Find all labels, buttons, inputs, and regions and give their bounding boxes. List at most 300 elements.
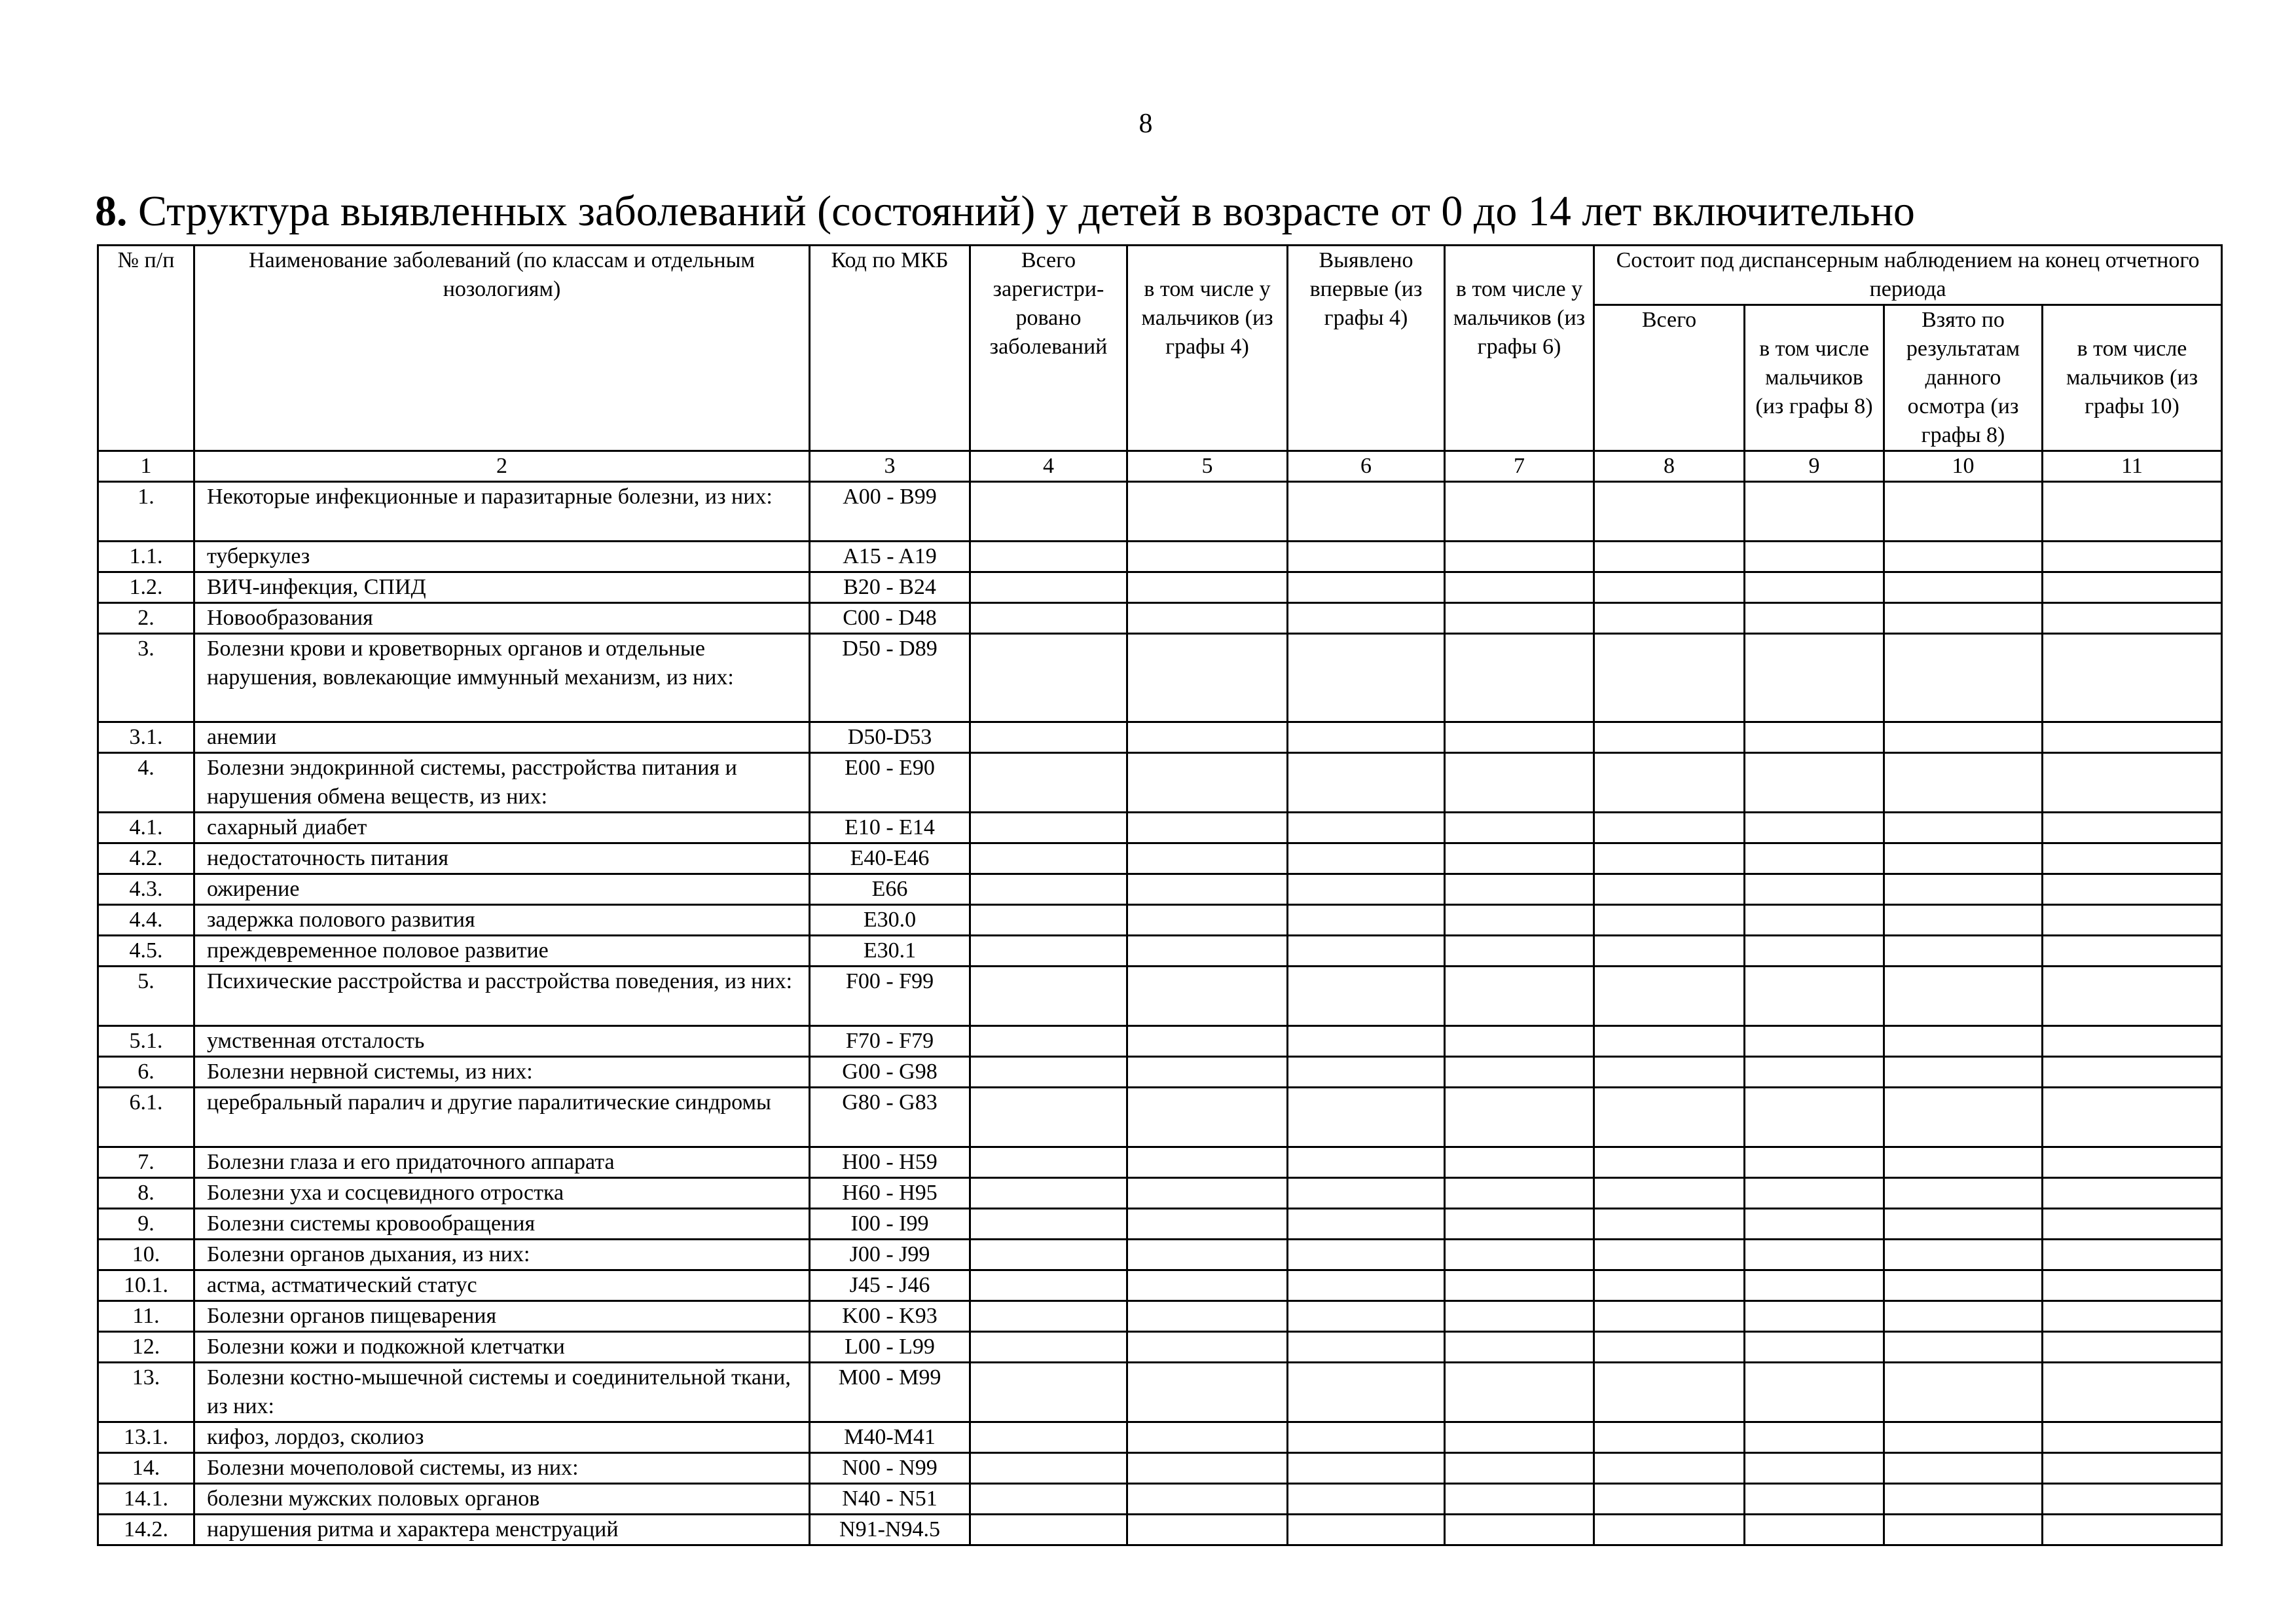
value-cell-col10[interactable] (1884, 634, 2043, 722)
row-number: 4.4. (98, 905, 194, 936)
value-cell-col7[interactable] (1445, 634, 1594, 722)
value-cell-col4[interactable] (970, 1422, 1127, 1453)
value-cell-col10[interactable] (1884, 542, 2043, 572)
value-cell-col11[interactable] (2043, 874, 2222, 905)
value-cell-col4[interactable] (970, 1057, 1127, 1088)
value-cell-col8[interactable] (1594, 753, 1745, 813)
column-number-row (98, 451, 2222, 482)
value-cell-col10[interactable] (1884, 1422, 2043, 1453)
value-cell-col5[interactable] (1127, 1026, 1288, 1057)
value-cell-col10[interactable] (1884, 1209, 2043, 1240)
value-cell-col4[interactable] (970, 1270, 1127, 1301)
table-row (98, 1270, 2222, 1301)
value-cell-col5[interactable] (1127, 1484, 1288, 1515)
value-cell-col8[interactable] (1594, 542, 1745, 572)
value-cell-col9[interactable] (1745, 1178, 1884, 1209)
value-cell-col5[interactable] (1127, 1147, 1288, 1178)
value-cell-col11[interactable] (2043, 967, 2222, 1026)
row-number: 6.1. (98, 1088, 194, 1147)
value-cell-col7[interactable] (1445, 482, 1594, 542)
disease-name: Болезни системы кровообращения (194, 1209, 810, 1240)
icd-code: J45 - J46 (810, 1270, 970, 1301)
value-cell-col8[interactable] (1594, 1301, 1745, 1332)
value-cell-col11[interactable] (2043, 813, 2222, 843)
value-cell-col8[interactable] (1594, 813, 1745, 843)
disease-name: Психические расстройства и расстройства поведения, из них: (194, 967, 810, 1026)
value-cell-col6[interactable] (1288, 1422, 1445, 1453)
table-row (98, 1147, 2222, 1178)
value-cell-col4[interactable] (970, 936, 1127, 967)
disease-name: ВИЧ-инфекция, СПИД (194, 572, 810, 603)
value-cell-col8[interactable] (1594, 634, 1745, 722)
value-cell-col8[interactable] (1594, 722, 1745, 753)
value-cell-col7[interactable] (1445, 874, 1594, 905)
value-cell-col6[interactable] (1288, 572, 1445, 603)
value-cell-col10[interactable] (1884, 1178, 2043, 1209)
title-text: Структура выявленных заболеваний (состояний) у детей в возрасте от 0 до 14 лет включительно (127, 187, 1915, 235)
value-cell-col10[interactable] (1884, 1240, 2043, 1270)
value-cell-col8[interactable] (1594, 1026, 1745, 1057)
value-cell-col11[interactable] (2043, 482, 2222, 542)
value-cell-col8[interactable] (1594, 1515, 1745, 1545)
value-cell-col4[interactable] (970, 572, 1127, 603)
disease-name: астма, астматический статус (194, 1270, 810, 1301)
value-cell-col7[interactable] (1445, 936, 1594, 967)
value-cell-col6[interactable] (1288, 1178, 1445, 1209)
value-cell-col7[interactable] (1445, 1484, 1594, 1515)
value-cell-col9[interactable] (1745, 1301, 1884, 1332)
value-cell-col5[interactable] (1127, 1209, 1288, 1240)
value-cell-col8[interactable] (1594, 1209, 1745, 1240)
value-cell-col8[interactable] (1594, 1453, 1745, 1484)
value-cell-col11[interactable] (2043, 905, 2222, 936)
table-row (98, 1240, 2222, 1270)
value-cell-col7[interactable] (1445, 1363, 1594, 1422)
table-row (98, 936, 2222, 967)
value-cell-col4[interactable] (970, 1515, 1127, 1545)
value-cell-col8[interactable] (1594, 874, 1745, 905)
value-cell-col9[interactable] (1745, 603, 1884, 634)
icd-code: N00 - N99 (810, 1453, 970, 1484)
value-cell-col6[interactable] (1288, 1147, 1445, 1178)
icd-code: H60 - H95 (810, 1178, 970, 1209)
value-cell-col4[interactable] (970, 843, 1127, 874)
row-number: 1.2. (98, 572, 194, 603)
value-cell-col4[interactable] (970, 603, 1127, 634)
value-cell-col7[interactable] (1445, 1332, 1594, 1363)
row-number: 3.1. (98, 722, 194, 753)
disease-name: Новообразования (194, 603, 810, 634)
value-cell-col8[interactable] (1594, 1240, 1745, 1270)
value-cell-col4[interactable] (970, 1147, 1127, 1178)
icd-code: B20 - B24 (810, 572, 970, 603)
value-cell-col6[interactable] (1288, 967, 1445, 1026)
value-cell-col7[interactable] (1445, 1147, 1594, 1178)
icd-code: N40 - N51 (810, 1484, 970, 1515)
value-cell-col9[interactable] (1745, 1147, 1884, 1178)
value-cell-col8[interactable] (1594, 1270, 1745, 1301)
icd-code: J00 - J99 (810, 1240, 970, 1270)
value-cell-col7[interactable] (1445, 1088, 1594, 1147)
value-cell-col6[interactable] (1288, 1453, 1445, 1484)
column-number: 6 (1288, 451, 1445, 482)
value-cell-col5[interactable] (1127, 843, 1288, 874)
disease-name: Болезни костно-мышечной системы и соединительной ткани, из них: (194, 1363, 810, 1422)
icd-code: A15 - A19 (810, 542, 970, 572)
value-cell-col11[interactable] (2043, 1301, 2222, 1332)
value-cell-col6[interactable] (1288, 1363, 1445, 1422)
value-cell-col4[interactable] (970, 874, 1127, 905)
value-cell-col10[interactable] (1884, 1453, 2043, 1484)
value-cell-col7[interactable] (1445, 813, 1594, 843)
table-row (98, 813, 2222, 843)
value-cell-col6[interactable] (1288, 1209, 1445, 1240)
value-cell-col7[interactable] (1445, 1301, 1594, 1332)
value-cell-col5[interactable] (1127, 1240, 1288, 1270)
value-cell-col6[interactable] (1288, 753, 1445, 813)
icd-code: M40-M41 (810, 1422, 970, 1453)
icd-code: I00 - I99 (810, 1209, 970, 1240)
table-row (98, 1422, 2222, 1453)
value-cell-col6[interactable] (1288, 936, 1445, 967)
value-cell-col11[interactable] (2043, 1515, 2222, 1545)
value-cell-col9[interactable] (1745, 967, 1884, 1026)
value-cell-col8[interactable] (1594, 603, 1745, 634)
value-cell-col11[interactable] (2043, 1484, 2222, 1515)
value-cell-col4[interactable] (970, 1363, 1127, 1422)
value-cell-col9[interactable] (1745, 1515, 1884, 1545)
value-cell-col10[interactable] (1884, 603, 2043, 634)
table-row (98, 1332, 2222, 1363)
value-cell-col4[interactable] (970, 813, 1127, 843)
column-number: 1 (98, 451, 194, 482)
row-number: 3. (98, 634, 194, 722)
value-cell-col11[interactable] (2043, 753, 2222, 813)
value-cell-col9[interactable] (1745, 1484, 1884, 1515)
value-cell-col9[interactable] (1745, 1363, 1884, 1422)
table-row (98, 1057, 2222, 1088)
value-cell-col9[interactable] (1745, 813, 1884, 843)
value-cell-col8[interactable] (1594, 1147, 1745, 1178)
value-cell-col9[interactable] (1745, 1422, 1884, 1453)
value-cell-col8[interactable] (1594, 572, 1745, 603)
value-cell-col4[interactable] (970, 1178, 1127, 1209)
value-cell-col11[interactable] (2043, 1147, 2222, 1178)
value-cell-col9[interactable] (1745, 1209, 1884, 1240)
value-cell-col4[interactable] (970, 1209, 1127, 1240)
value-cell-col9[interactable] (1745, 1026, 1884, 1057)
value-cell-col8[interactable] (1594, 967, 1745, 1026)
value-cell-col9[interactable] (1745, 936, 1884, 967)
value-cell-col4[interactable] (970, 905, 1127, 936)
value-cell-col4[interactable] (970, 1301, 1127, 1332)
value-cell-col11[interactable] (2043, 1332, 2222, 1363)
icd-code: A00 - B99 (810, 482, 970, 542)
value-cell-col6[interactable] (1288, 603, 1445, 634)
value-cell-col5[interactable] (1127, 722, 1288, 753)
value-cell-col6[interactable] (1288, 1484, 1445, 1515)
icd-code: G80 - G83 (810, 1088, 970, 1147)
value-cell-col7[interactable] (1445, 1026, 1594, 1057)
row-number: 8. (98, 1178, 194, 1209)
value-cell-col6[interactable] (1288, 1515, 1445, 1545)
value-cell-col8[interactable] (1594, 936, 1745, 967)
row-number: 9. (98, 1209, 194, 1240)
value-cell-col4[interactable] (970, 1026, 1127, 1057)
value-cell-col6[interactable] (1288, 1240, 1445, 1270)
row-number: 13. (98, 1363, 194, 1422)
value-cell-col4[interactable] (970, 1484, 1127, 1515)
value-cell-col10[interactable] (1884, 1301, 2043, 1332)
value-cell-col10[interactable] (1884, 722, 2043, 753)
row-number: 2. (98, 603, 194, 634)
disease-structure-table (97, 244, 2223, 1546)
value-cell-col10[interactable] (1884, 753, 2043, 813)
value-cell-col4[interactable] (970, 722, 1127, 753)
header-col1: № п/п (98, 246, 194, 451)
value-cell-col8[interactable] (1594, 1178, 1745, 1209)
value-cell-col8[interactable] (1594, 1332, 1745, 1363)
row-number: 1. (98, 482, 194, 542)
header-group-dispensary: Состоит под диспансерным наблюдением на конец отчетного периода (1594, 246, 2222, 305)
value-cell-col11[interactable] (2043, 1270, 2222, 1301)
value-cell-col9[interactable] (1745, 542, 1884, 572)
value-cell-col5[interactable] (1127, 905, 1288, 936)
table-row (98, 603, 2222, 634)
icd-code: E40-E46 (810, 843, 970, 874)
value-cell-col6[interactable] (1288, 1301, 1445, 1332)
row-number: 4.5. (98, 936, 194, 967)
value-cell-col6[interactable] (1288, 874, 1445, 905)
value-cell-col6[interactable] (1288, 722, 1445, 753)
value-cell-col5[interactable] (1127, 572, 1288, 603)
value-cell-col4[interactable] (970, 1453, 1127, 1484)
value-cell-col4[interactable] (970, 542, 1127, 572)
value-cell-col8[interactable] (1594, 1484, 1745, 1515)
value-cell-col8[interactable] (1594, 482, 1745, 542)
table-row (98, 1453, 2222, 1484)
value-cell-col9[interactable] (1745, 722, 1884, 753)
disease-name: Болезни органов пищеварения (194, 1301, 810, 1332)
value-cell-col5[interactable] (1127, 936, 1288, 967)
value-cell-col5[interactable] (1127, 603, 1288, 634)
value-cell-col6[interactable] (1288, 1332, 1445, 1363)
value-cell-col11[interactable] (2043, 1209, 2222, 1240)
value-cell-col9[interactable] (1745, 1332, 1884, 1363)
value-cell-col5[interactable] (1127, 634, 1288, 722)
value-cell-col7[interactable] (1445, 1270, 1594, 1301)
value-cell-col5[interactable] (1127, 753, 1288, 813)
value-cell-col9[interactable] (1745, 753, 1884, 813)
disease-name: Болезни кожи и подкожной клетчатки (194, 1332, 810, 1363)
value-cell-col7[interactable] (1445, 1057, 1594, 1088)
disease-name: Некоторые инфекционные и паразитарные болезни, из них: (194, 482, 810, 542)
value-cell-col5[interactable] (1127, 1178, 1288, 1209)
value-cell-col6[interactable] (1288, 1088, 1445, 1147)
value-cell-col11[interactable] (2043, 1453, 2222, 1484)
value-cell-col5[interactable] (1127, 874, 1288, 905)
value-cell-col5[interactable] (1127, 1332, 1288, 1363)
value-cell-col6[interactable] (1288, 1270, 1445, 1301)
value-cell-col8[interactable] (1594, 1422, 1745, 1453)
value-cell-col6[interactable] (1288, 634, 1445, 722)
value-cell-col10[interactable] (1884, 1026, 2043, 1057)
value-cell-col7[interactable] (1445, 722, 1594, 753)
value-cell-col6[interactable] (1288, 1026, 1445, 1057)
value-cell-col5[interactable] (1127, 1270, 1288, 1301)
value-cell-col5[interactable] (1127, 1363, 1288, 1422)
value-cell-col7[interactable] (1445, 572, 1594, 603)
value-cell-col8[interactable] (1594, 843, 1745, 874)
table-row (98, 1363, 2222, 1422)
row-number: 10. (98, 1240, 194, 1270)
value-cell-col10[interactable] (1884, 936, 2043, 967)
icd-code: D50 - D89 (810, 634, 970, 722)
disease-name: анемии (194, 722, 810, 753)
value-cell-col10[interactable] (1884, 1088, 2043, 1147)
value-cell-col8[interactable] (1594, 1088, 1745, 1147)
value-cell-col5[interactable] (1127, 482, 1288, 542)
row-number: 13.1. (98, 1422, 194, 1453)
header-col2: Наименование заболеваний (по классам и отдельным нозологиям) (194, 246, 810, 451)
value-cell-col11[interactable] (2043, 1057, 2222, 1088)
value-cell-col7[interactable] (1445, 843, 1594, 874)
column-number: 3 (810, 451, 970, 482)
value-cell-col5[interactable] (1127, 813, 1288, 843)
value-cell-col4[interactable] (970, 1332, 1127, 1363)
value-cell-col9[interactable] (1745, 843, 1884, 874)
icd-code: F70 - F79 (810, 1026, 970, 1057)
value-cell-col11[interactable] (2043, 1178, 2222, 1209)
value-cell-col10[interactable] (1884, 813, 2043, 843)
value-cell-col5[interactable] (1127, 967, 1288, 1026)
value-cell-col10[interactable] (1884, 1363, 2043, 1422)
value-cell-col8[interactable] (1594, 1363, 1745, 1422)
value-cell-col7[interactable] (1445, 753, 1594, 813)
value-cell-col11[interactable] (2043, 722, 2222, 753)
value-cell-col7[interactable] (1445, 1240, 1594, 1270)
disease-name: Болезни органов дыхания, из них: (194, 1240, 810, 1270)
value-cell-col7[interactable] (1445, 1209, 1594, 1240)
value-cell-col4[interactable] (970, 482, 1127, 542)
row-number: 14. (98, 1453, 194, 1484)
value-cell-col5[interactable] (1127, 1301, 1288, 1332)
value-cell-col5[interactable] (1127, 1515, 1288, 1545)
value-cell-col11[interactable] (2043, 603, 2222, 634)
value-cell-col11[interactable] (2043, 1088, 2222, 1147)
value-cell-col4[interactable] (970, 1088, 1127, 1147)
value-cell-col11[interactable] (2043, 843, 2222, 874)
value-cell-col6[interactable] (1288, 1057, 1445, 1088)
value-cell-col5[interactable] (1127, 1057, 1288, 1088)
value-cell-col5[interactable] (1127, 1422, 1288, 1453)
value-cell-col11[interactable] (2043, 1026, 2222, 1057)
value-cell-col10[interactable] (1884, 1484, 2043, 1515)
value-cell-col10[interactable] (1884, 1332, 2043, 1363)
value-cell-col7[interactable] (1445, 967, 1594, 1026)
disease-name: Болезни крови и кроветворных органов и отдельные нарушения, вовлекающие иммунный механизм, из них: (194, 634, 810, 722)
value-cell-col9[interactable] (1745, 482, 1884, 542)
value-cell-col6[interactable] (1288, 813, 1445, 843)
value-cell-col11[interactable] (2043, 1363, 2222, 1422)
value-cell-col7[interactable] (1445, 1178, 1594, 1209)
value-cell-col11[interactable] (2043, 572, 2222, 603)
column-number: 4 (970, 451, 1127, 482)
value-cell-col7[interactable] (1445, 1515, 1594, 1545)
value-cell-col7[interactable] (1445, 1422, 1594, 1453)
value-cell-col10[interactable] (1884, 482, 2043, 542)
value-cell-col10[interactable] (1884, 1515, 2043, 1545)
value-cell-col9[interactable] (1745, 874, 1884, 905)
value-cell-col11[interactable] (2043, 634, 2222, 722)
value-cell-col9[interactable] (1745, 634, 1884, 722)
value-cell-col10[interactable] (1884, 967, 2043, 1026)
value-cell-col5[interactable] (1127, 1088, 1288, 1147)
value-cell-col4[interactable] (970, 1240, 1127, 1270)
value-cell-col9[interactable] (1745, 1088, 1884, 1147)
value-cell-col6[interactable] (1288, 542, 1445, 572)
value-cell-col10[interactable] (1884, 843, 2043, 874)
value-cell-col9[interactable] (1745, 905, 1884, 936)
value-cell-col10[interactable] (1884, 1147, 2043, 1178)
page-title (95, 187, 1915, 235)
value-cell-col10[interactable] (1884, 1057, 2043, 1088)
value-cell-col4[interactable] (970, 967, 1127, 1026)
value-cell-col10[interactable] (1884, 572, 2043, 603)
value-cell-col9[interactable] (1745, 572, 1884, 603)
value-cell-col9[interactable] (1745, 1270, 1884, 1301)
icd-code: G00 - G98 (810, 1057, 970, 1088)
value-cell-col7[interactable] (1445, 542, 1594, 572)
value-cell-col5[interactable] (1127, 1453, 1288, 1484)
value-cell-col10[interactable] (1884, 1270, 2043, 1301)
disease-name: кифоз, лордоз, сколиоз (194, 1422, 810, 1453)
column-number: 8 (1594, 451, 1745, 482)
value-cell-col9[interactable] (1745, 1240, 1884, 1270)
disease-name: Болезни уха и сосцевидного отростка (194, 1178, 810, 1209)
icd-code: D50-D53 (810, 722, 970, 753)
table-row (98, 1088, 2222, 1147)
row-number: 5.1. (98, 1026, 194, 1057)
value-cell-col6[interactable] (1288, 843, 1445, 874)
table-row (98, 967, 2222, 1026)
value-cell-col6[interactable] (1288, 905, 1445, 936)
icd-code: N91-N94.5 (810, 1515, 970, 1545)
value-cell-col7[interactable] (1445, 603, 1594, 634)
value-cell-col5[interactable] (1127, 542, 1288, 572)
value-cell-col11[interactable] (2043, 936, 2222, 967)
value-cell-col9[interactable] (1745, 1057, 1884, 1088)
value-cell-col8[interactable] (1594, 905, 1745, 936)
table-row (98, 1301, 2222, 1332)
value-cell-col7[interactable] (1445, 1453, 1594, 1484)
value-cell-col11[interactable] (2043, 1240, 2222, 1270)
value-cell-col4[interactable] (970, 634, 1127, 722)
value-cell-col9[interactable] (1745, 1453, 1884, 1484)
header-col5: в том числе у мальчиков (из графы 4) (1127, 246, 1288, 451)
header-col11: в том числе мальчиков (из графы 10) (2043, 305, 2222, 451)
value-cell-col10[interactable] (1884, 905, 2043, 936)
value-cell-col11[interactable] (2043, 542, 2222, 572)
value-cell-col11[interactable] (2043, 1422, 2222, 1453)
value-cell-col7[interactable] (1445, 905, 1594, 936)
table-row (98, 753, 2222, 813)
value-cell-col6[interactable] (1288, 482, 1445, 542)
value-cell-col10[interactable] (1884, 874, 2043, 905)
value-cell-col4[interactable] (970, 753, 1127, 813)
icd-code: M00 - M99 (810, 1363, 970, 1422)
value-cell-col8[interactable] (1594, 1057, 1745, 1088)
